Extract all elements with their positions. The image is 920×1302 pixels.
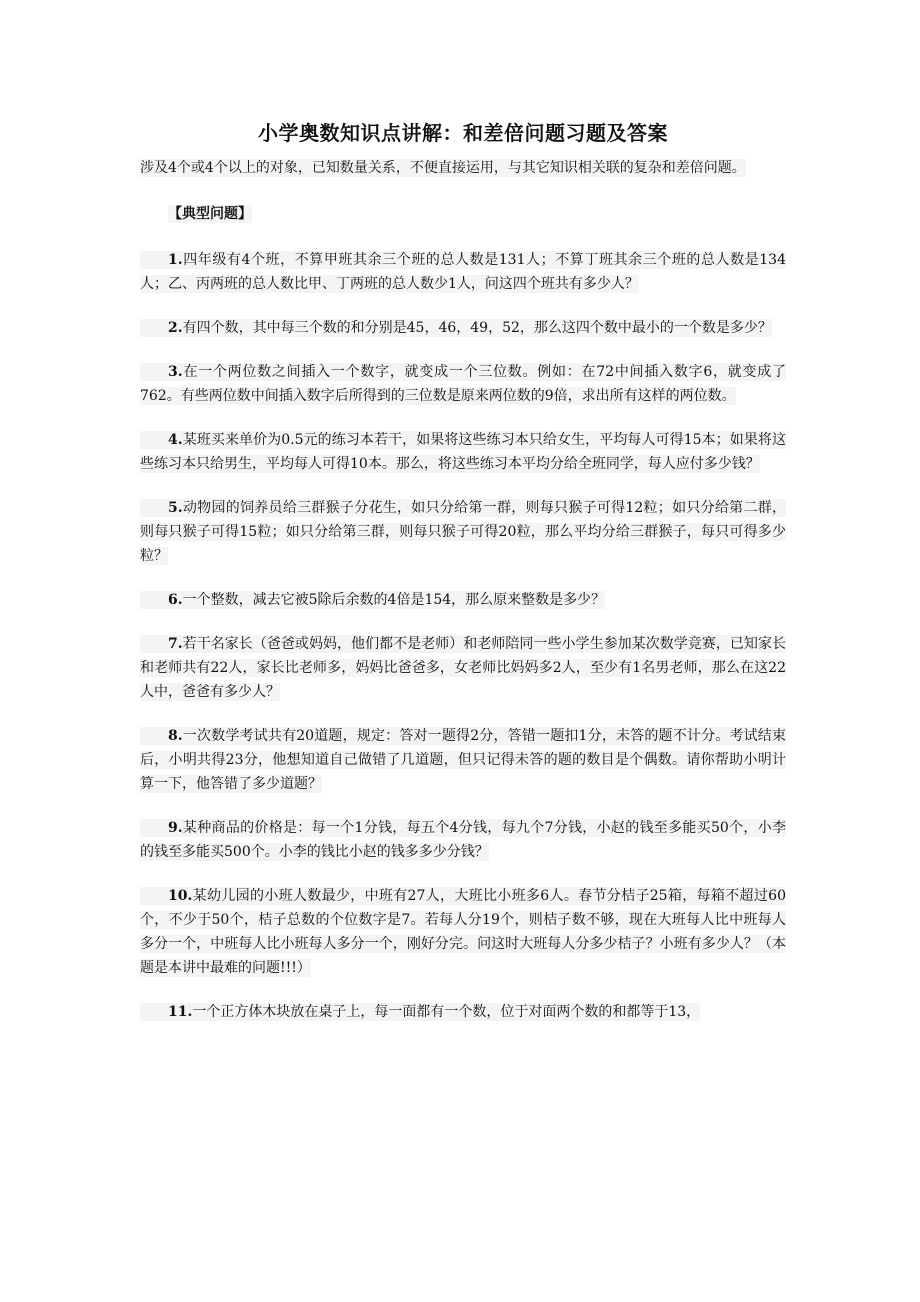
problem-9 <box>140 816 786 864</box>
problem-text: 一个整数，减去它被5除后余数的4倍是154，那么原来整数是多少？ <box>182 592 606 608</box>
problem-number: 6. <box>168 592 183 608</box>
problem-text: 在一个两位数之间插入一个数字，就变成一个三位数。例如：在72中间插入数字6，就变成了762。有些两位数中间插入数字后所得到的三位数是原来两位数的9倍，求出所有这样的两位数。 <box>140 364 786 404</box>
problem-2 <box>140 316 786 340</box>
problem-text: 某幼儿园的小班人数最少，中班有27人，大班比小班多6人。春节分桔子25箱，每箱不超过60个，不少于50个，桔子总数的个位数字是7。若每人分19个，则桔子数不够，现在大班每人比中班每人多分一个，中班每人比小班每人多分一个，刚好分完。问这时大班每人分多少桔子？小班有多少人？（本题是本讲中最难的问题!!!） <box>140 888 786 976</box>
problem-8 <box>140 724 786 796</box>
problem-text: 若干名家长（爸爸或妈妈，他们都不是老师）和老师陪同一些小学生参加某次数学竞赛，已知家长和老师共有22人，家长比老师多，妈妈比爸爸多，女老师比妈妈多2人，至少有1名男老师，那么在这22人中，爸爸有多少人？ <box>140 636 786 700</box>
problem-10 <box>140 884 786 980</box>
problem-number: 5. <box>168 500 183 516</box>
problem-number: 1. <box>168 252 183 268</box>
problem-number: 4. <box>168 432 183 448</box>
problem-6 <box>140 588 786 612</box>
problem-text: 一个正方体木块放在桌子上，每一面都有一个数，位于对面两个数的和都等于13， <box>192 1004 701 1020</box>
problem-number: 3. <box>168 364 183 380</box>
problem-5 <box>140 496 786 568</box>
document-title: 小学奥数知识点讲解：和差倍问题习题及答案 <box>258 121 668 145</box>
problem-text: 动物园的饲养员给三群猴子分花生，如只分给第一群，则每只猴子可得12粒；如只分给第二群，则每只猴子可得15粒；如只分给第三群，则每只猴子可得20粒，那么平均分给三群猴子，每只可得多少粒？ <box>140 500 786 564</box>
problem-text: 一次数学考试共有20道题，规定：答对一题得2分，答错一题扣1分，未答的题不计分。考试结束后，小明共得23分，他想知道自己做错了几道题，但只记得未答的题的数目是个偶数。请你帮助小明计算一下，他答错了多少道题？ <box>140 728 786 792</box>
problem-4 <box>140 428 786 476</box>
problem-number: 8. <box>168 728 183 744</box>
problem-11 <box>140 1000 786 1024</box>
problem-text: 某种商品的价格是：每一个1分钱，每五个4分钱，每九个7分钱，小赵的钱至多能买50个，小李的钱至多能买500个。小李的钱比小赵的钱多多少分钱？ <box>140 820 786 860</box>
document-page <box>140 118 786 1044</box>
intro-paragraph <box>140 156 786 180</box>
problem-7 <box>140 632 786 704</box>
problem-text: 四年级有4个班，不算甲班其余三个班的总人数是131人；不算丁班其余三个班的总人数是134人；乙、丙两班的总人数比甲、丁两班的总人数少1人，问这四个班共有多少人？ <box>140 252 786 292</box>
problem-number: 10. <box>168 888 193 904</box>
problem-list <box>140 248 786 1024</box>
problem-number: 11. <box>168 1004 193 1020</box>
problem-number: 2. <box>168 320 183 336</box>
section-heading: 【典型问题】 <box>168 206 252 222</box>
problem-number: 7. <box>168 636 183 652</box>
intro-text: 涉及4个或4个以上的对象，已知数量关系，不便直接运用，与其它知识相关联的复杂和差倍问题。 <box>140 160 746 176</box>
problem-text: 有四个数，其中每三个数的和分别是45，46，49，52，那么这四个数中最小的一个数是多少？ <box>182 320 772 336</box>
problem-text: 某班买来单价为0.5元的练习本若干，如果将这些练习本只给女生，平均每人可得15本；如果将这些练习本只给男生，平均每人可得10本。那么，将这些练习本平均分给全班同学，每人应付多少钱？ <box>140 432 786 472</box>
problem-3 <box>140 360 786 408</box>
problem-number: 9. <box>168 820 183 836</box>
problem-1 <box>140 248 786 296</box>
